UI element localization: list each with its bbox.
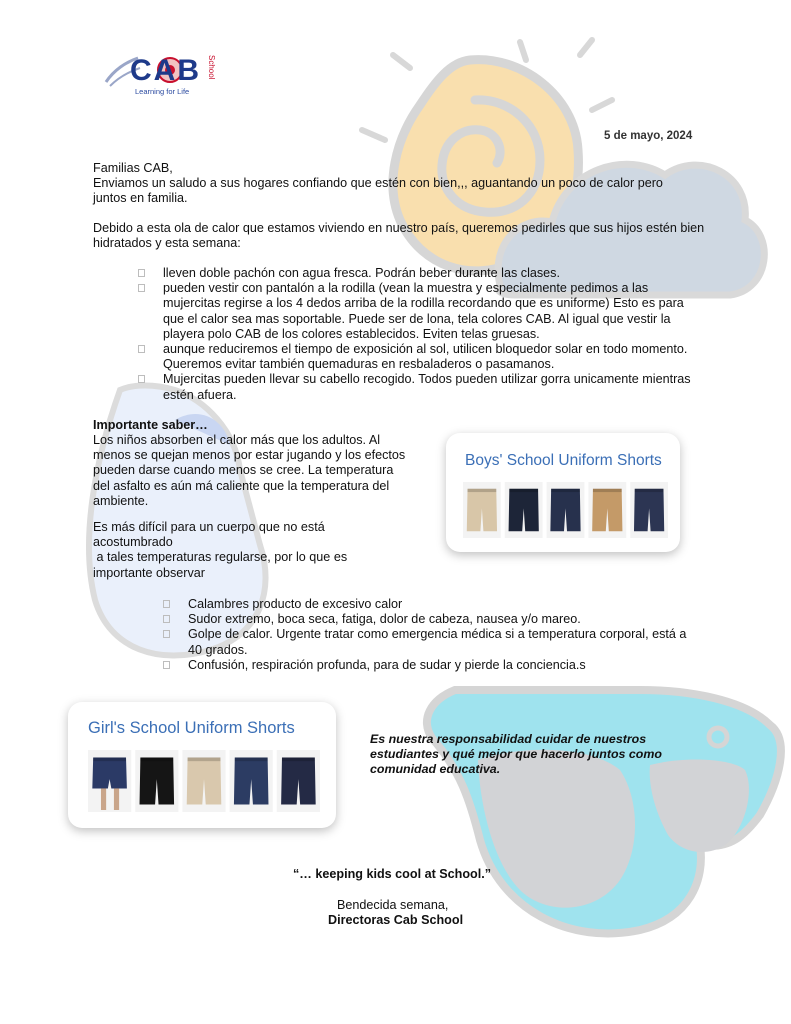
girls-card-title: Girl's School Uniform Shorts	[88, 719, 295, 737]
girls-shorts-row	[88, 750, 320, 812]
list-item: Sudor extremo, boca seca, fatiga, dolor de cabeza, nausea y/o mareo.	[163, 612, 703, 627]
shorts-item	[277, 750, 320, 812]
shorts-illustration	[463, 482, 668, 538]
recommendations-list	[138, 266, 703, 403]
list-item: Calambres producto de excesivo calor	[163, 597, 703, 612]
shorts-item	[182, 750, 225, 812]
greeting: Familias CAB,	[93, 161, 173, 175]
list-item: aunque reduciremos el tiempo de exposición al sol, utilicen bloquedor solar en todo momento. Queremos evitar también quemaduras en resbaladeros o pasamanos.	[138, 342, 703, 372]
shorts-item	[88, 750, 131, 812]
closing-line: Bendecida semana,	[337, 898, 449, 912]
important-paragraph-2a: Es más difícil para un cuerpo que no está acostumbrado	[93, 520, 325, 550]
symptoms-list	[163, 597, 703, 673]
girls-shorts-card	[68, 702, 336, 828]
boys-card-title: Boys' School Uniform Shorts	[465, 452, 662, 469]
bullet-box-icon	[163, 615, 170, 623]
shorts-item	[135, 750, 178, 812]
boys-shorts-card	[446, 433, 680, 552]
bullet-box-icon	[163, 661, 170, 669]
logo-tagline: Learning for Life	[135, 87, 190, 96]
list-item: Confusión, respiración profunda, para de sudar y pierde la conciencia.s	[163, 658, 703, 673]
shorts-item	[588, 482, 626, 538]
shorts-item	[547, 482, 585, 538]
shorts-item	[630, 482, 668, 538]
responsibility-statement: Es nuestra responsabilidad cuidar de nuestros estudiantes y qué mejor que hacerlo juntos como comunidad educativa.	[370, 732, 662, 776]
important-paragraph-1: Los niños absorben el calor más que los adultos. Al menos se quejan menos por estar jugando y los efectos pueden darse cuando menos se cree. La temperatura del asfalto es aún má caliente que la temperatura del ambiente.	[93, 433, 406, 508]
bullet-box-icon	[138, 269, 145, 277]
bullet-box-icon	[138, 345, 145, 353]
letter-date: 5 de mayo, 2024	[604, 130, 693, 142]
list-item: Mujercitas pueden llevar su cabello recogido. Todos pueden utilizar gorra unicamente mientras estén afuera.	[138, 372, 703, 402]
shorts-item	[230, 750, 273, 812]
shorts-item	[505, 482, 543, 538]
important-heading: Importante saber…	[93, 418, 208, 432]
intro-paragraph: Enviamos un saludo a sus hogares confiando que estén con bien,,, aguantando un poco de calor pero juntos en familia.	[93, 176, 663, 206]
important-paragraph-2b: a tales temperaturas regularse, por lo que es importante observar	[93, 550, 351, 580]
bullet-box-icon	[163, 600, 170, 608]
sunglasses-icon	[427, 690, 781, 933]
logo-letters: CAB	[130, 54, 201, 87]
list-item: pueden vestir con pantalón a la rodilla (vean la muestra y especialmente pedimos a las mujercitas regirse a los 4 dedos arriba de la rodilla recordando que es uniforme) Esto es para que el calor sea mas soportable. Puede ser de lona, tela colores CAB. Al igual que vestir la playera polo CAB de los colores establecidos. Eviten telas gruesas.	[138, 281, 703, 342]
list-item: Golpe de calor. Urgente tratar como emergencia médica si a temperatura corporal, está a 40 grados.	[163, 627, 703, 657]
signature: Directoras Cab School	[328, 913, 464, 927]
list-item: lleven doble pachón con agua fresca. Podrán beber durante las clases.	[138, 266, 703, 281]
closing-quote: “… keeping kids cool at School.”	[293, 867, 492, 881]
school-logo	[104, 52, 222, 96]
bullet-box-icon	[163, 630, 170, 638]
bullet-box-icon	[138, 375, 145, 383]
bullet-box-icon	[138, 284, 145, 292]
heat-wave-paragraph: Debido a esta ola de calor que estamos viviendo en nuestro país, queremos pedirles que sus hijos estén bien hidratados y esta semana:	[93, 221, 705, 251]
shorts-item	[463, 482, 501, 538]
logo-side-text: School	[207, 55, 216, 80]
boys-shorts-row	[463, 482, 668, 538]
shorts-illustration	[88, 750, 320, 812]
